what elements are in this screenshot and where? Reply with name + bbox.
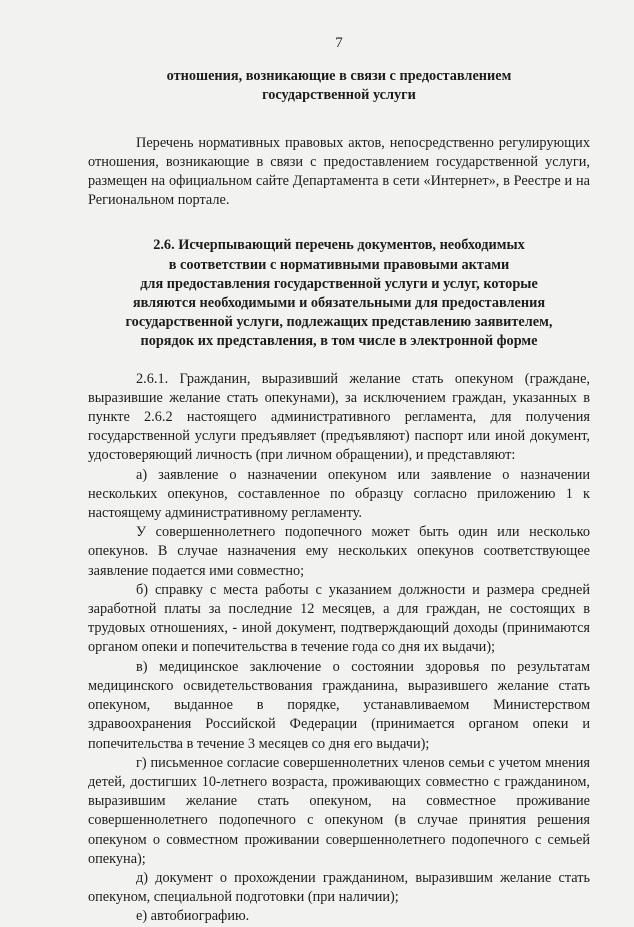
heading-line: государственной услуги, подлежащих представлению заявителем, [125,314,553,331]
heading-line: для предоставления государственной услуги и услуг, которые [140,275,538,292]
heading-line: отношения, возникающие в связи с предоставлением [166,68,512,85]
paragraph-legal-acts: Перечень нормативных правовых актов, непосредственно регулирующих отношения, возникающие в связи с предоставлением государственной услуги, размещен на официальном сайте Департамента в сети «Интернет», в Реестре и на Региональном портале. [88,134,590,209]
heading-line: являются необходимыми и обязательными для предоставления [132,295,546,312]
section-heading-2-6 [88,236,590,351]
heading-line: государственной услуги [262,87,416,104]
heading-line: порядок их представления, в том числе в электронной форме [140,333,538,350]
page-number: 7 [335,35,343,51]
list-item-e: е) автобиографию. [136,908,250,925]
paragraph-2-6-1: 2.6.1. Гражданин, выразивший желание стать опекуном (граждане, выразившие желание стать опекунами), за исключением граждан, указанных в пункте 2.6.2 настоящего административного регламента, для получения государственной услуги предъявляет (предъявляют) паспорт или иной документ, удостоверяющий личность (при личном обращении), и представляют: [88,370,590,464]
list-item-a: а) заявление о назначении опекуном или заявление о назначении нескольких опекунов, составленное по образцу согласно приложению 1 к настоящему административному регламенту. [88,466,590,522]
paragraph-guardians-note: У совершеннолетнего подопечного может быть один или несколько опекунов. В случае назначения ему нескольких опекунов соответствующее заявление подается ими совместно; [88,524,590,579]
list-item-d: д) документ о прохождении гражданином, выразившим желание стать опекуном, специальной подготовки (при наличии); [88,869,590,906]
list-item-g: г) письменное согласие совершеннолетних членов семьи с учетом мнения детей, достигших 10-летнего возраста, проживающих совместно с гражданином, выразившим желание стать опекуном, на совместное проживание совершеннолетнего подопечного с опекуном (в случае принятия решения опекуном о совместном проживании совершеннолетнего подопечного с семьей опекуна); [88,754,590,867]
heading-line: 2.6. Исчерпывающий перечень документов, необходимых [153,237,525,254]
heading-line: в соответствии с нормативными правовыми актами [168,256,510,273]
list-item-b: б) справку с места работы с указанием должности и размера средней заработной платы за последние 12 месяцев, а для граждан, не состоящих в трудовых отношениях, - иной документ, подтверждающий доходы (принимаются органом опеки и попечительства в течение года со дня их выдачи); [88,581,590,656]
list-item-v: в) медицинское заключение о состоянии здоровья по результатам медицинского освидетельствования гражданина, выразившего желание стать опекуном, выданное в порядке, устанавливаемом Министерством здравоохранения Российской Федерации (принимается органом опеки и попечительства в течение 3 месяцев со дня его выдачи); [88,658,590,752]
section-heading-continued [88,67,590,105]
